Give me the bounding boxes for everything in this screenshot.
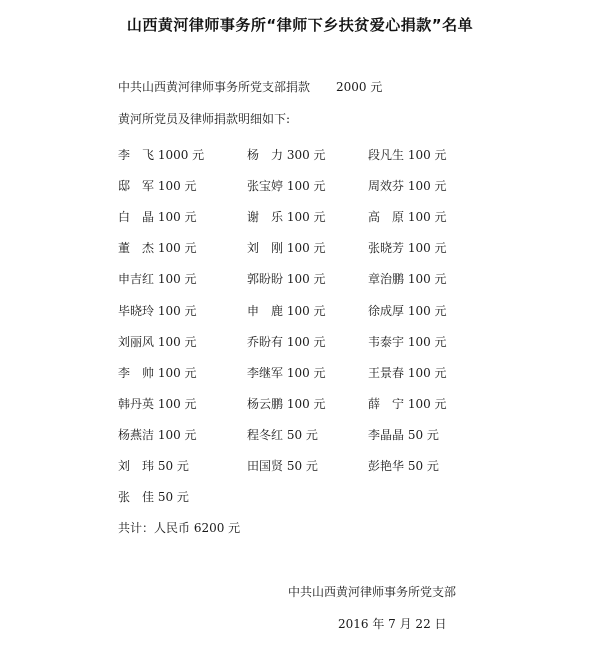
total-line: 共计：人民币 6200 元 [118, 521, 241, 535]
donor-entry: 李晶晶 50 元 [368, 428, 439, 442]
donor-entry: 彭艳华 50 元 [368, 459, 439, 473]
donor-entry: 乔盼有 100 元 [247, 335, 326, 349]
donor-entry: 刘 刚 100 元 [247, 241, 326, 255]
donor-entry: 韩丹英 100 元 [118, 397, 197, 411]
donor-entry: 郭盼盼 100 元 [247, 272, 326, 286]
donor-entry: 李 飞 1000 元 [118, 148, 205, 162]
donor-row [0, 426, 600, 442]
donor-row [0, 364, 600, 380]
party-donation-label: 中共山西黄河律师事务所党支部捐款 [118, 80, 311, 94]
donor-entry: 程冬红 50 元 [247, 428, 318, 442]
donor-entry: 杨燕洁 100 元 [118, 428, 197, 442]
donor-entry: 章治鹏 100 元 [368, 272, 447, 286]
signature-date: 2016 年 7 月 22 日 [338, 617, 447, 631]
donor-entry: 董 杰 100 元 [118, 241, 197, 255]
donor-entry: 薛 宁 100 元 [368, 397, 447, 411]
party-donation-amount: 2000 元 [336, 80, 383, 94]
donor-entry: 周效芬 100 元 [368, 179, 447, 193]
donor-entry: 毕晓玲 100 元 [118, 304, 197, 318]
donor-row [0, 177, 600, 193]
donor-entry: 邸 军 100 元 [118, 179, 197, 193]
donor-entry: 杨 力 300 元 [247, 148, 326, 162]
donor-row [0, 270, 600, 286]
donor-entry: 杨云鹏 100 元 [247, 397, 326, 411]
donor-entry: 刘 玮 50 元 [118, 459, 189, 473]
donor-entry: 王景春 100 元 [368, 366, 447, 380]
donor-row [0, 488, 600, 504]
donor-entry: 张宝婷 100 元 [247, 179, 326, 193]
donor-entry: 张晓芳 100 元 [368, 241, 447, 255]
donor-entry: 白 晶 100 元 [118, 210, 197, 224]
donor-row [0, 239, 600, 255]
donor-entry: 韦泰宇 100 元 [368, 335, 447, 349]
donor-entry: 徐成厚 100 元 [368, 304, 447, 318]
donor-row [0, 395, 600, 411]
donor-entry: 李 帅 100 元 [118, 366, 197, 380]
donor-entry: 田国贤 50 元 [247, 459, 318, 473]
donor-row [0, 333, 600, 349]
donor-row [0, 302, 600, 318]
donor-entry: 谢 乐 100 元 [247, 210, 326, 224]
donor-entry: 刘丽风 100 元 [118, 335, 197, 349]
donor-entry: 高 原 100 元 [368, 210, 447, 224]
donor-row [0, 146, 600, 162]
donor-row [0, 208, 600, 224]
donor-entry: 张 佳 50 元 [118, 490, 189, 504]
document-title: 山西黄河律师事务所“律师下乡扶贫爱心捐款”名单 [126, 16, 474, 34]
party-donation-line [118, 78, 382, 95]
donor-entry: 申 鹿 100 元 [247, 304, 326, 318]
signature-organization: 中共山西黄河律师事务所党支部 [288, 585, 457, 599]
donor-entry: 申吉红 100 元 [118, 272, 197, 286]
intro-text: 黄河所党员及律师捐款明细如下: [118, 112, 291, 126]
donor-entry: 李继军 100 元 [247, 366, 326, 380]
donor-entry: 段凡生 100 元 [368, 148, 447, 162]
donor-row [0, 457, 600, 473]
